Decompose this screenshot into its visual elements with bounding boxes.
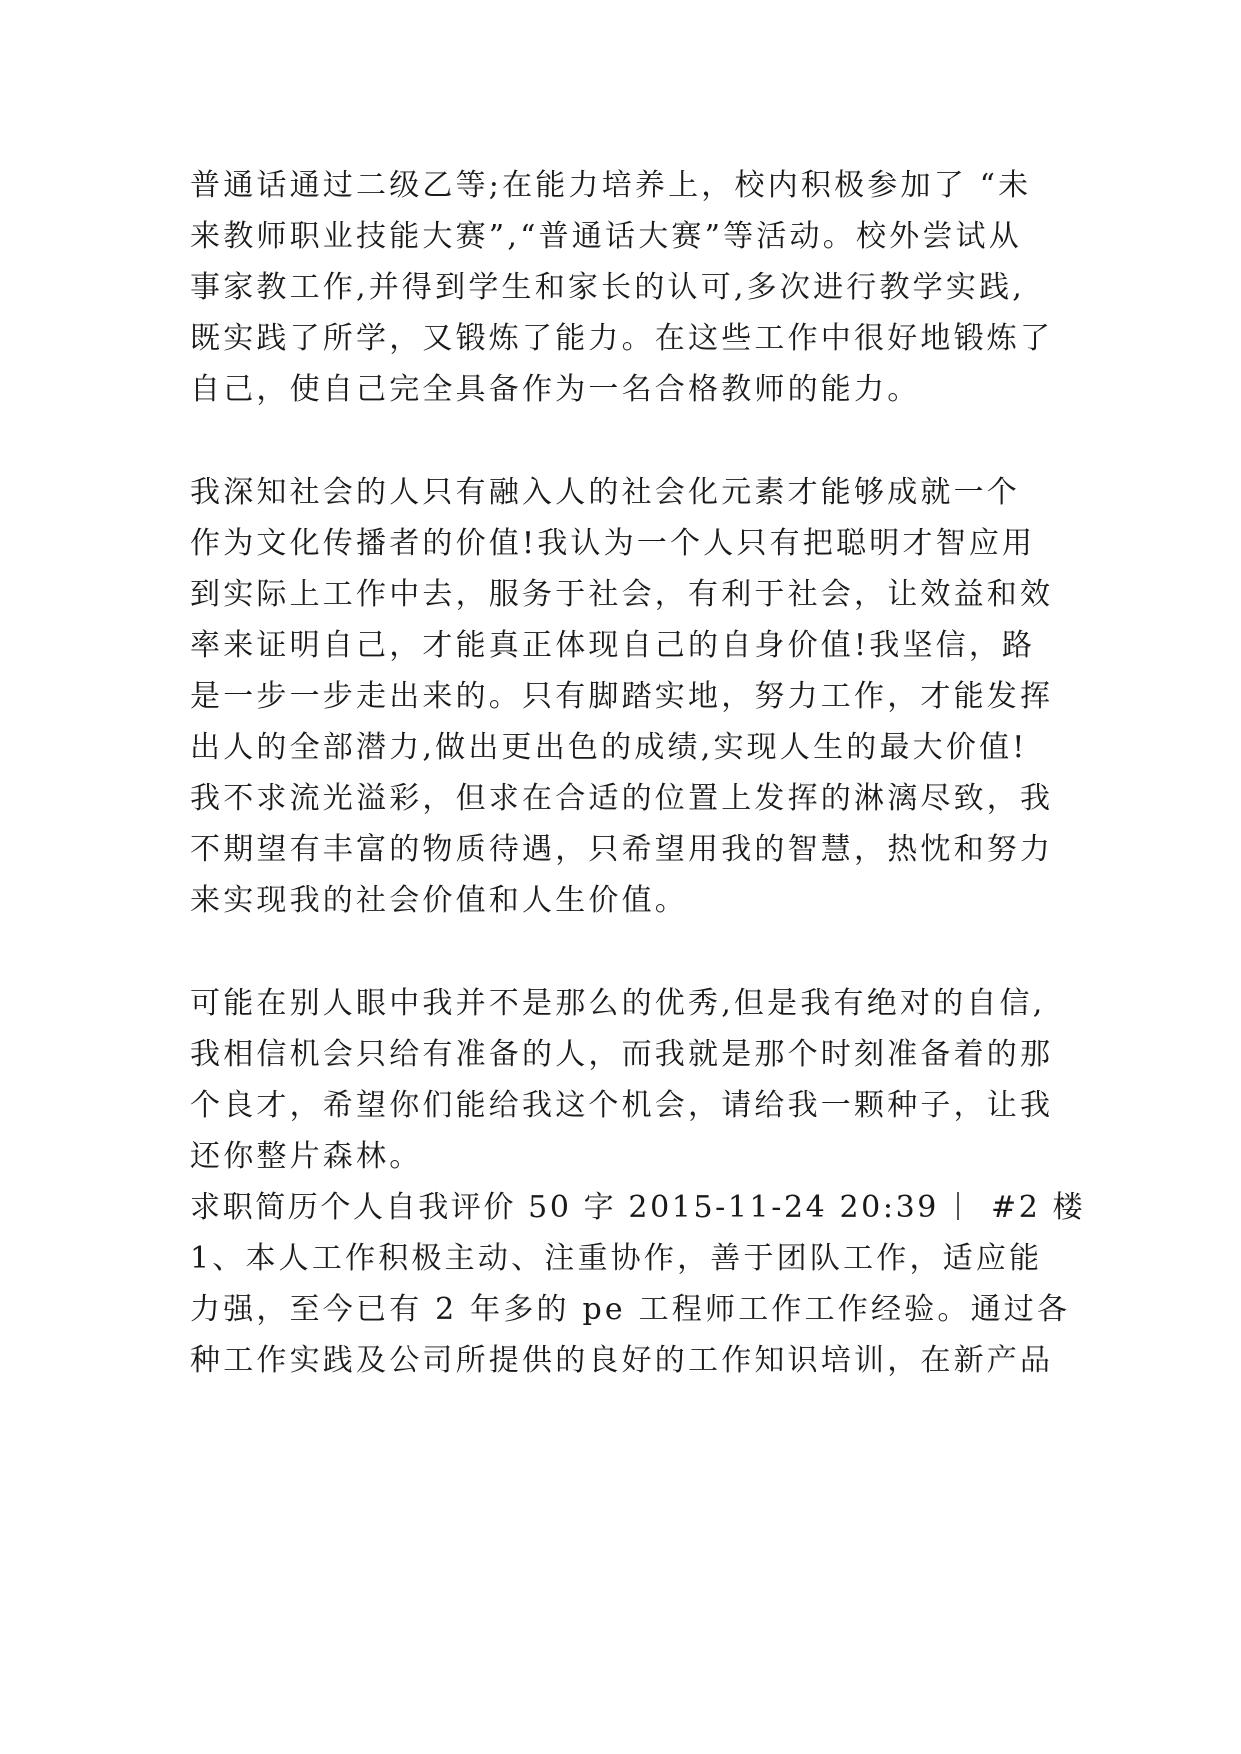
- text-line: 自己，使自己完全具备作为一名合格教师的能力。: [190, 372, 921, 407]
- text-line: 我不求流光溢彩，但求在合适的位置上发挥的淋漓尽致，我: [190, 781, 1054, 816]
- text-line: 可能在别人眼中我并不是那么的优秀,但是我有绝对的自信,: [190, 986, 1046, 1021]
- text-line: 来教师职业技能大赛”,“普通话大赛”等活动。校外尝试从: [190, 219, 1022, 254]
- post-title: 求职简历个人自我评价 50 字 2015-11-24 20:39: [190, 1190, 939, 1225]
- paragraph-reply: [190, 1233, 1071, 1386]
- post-meta-line: [190, 1182, 1086, 1233]
- floor-number: #2 楼: [990, 1190, 1086, 1225]
- text-line: 到实际上工作中去，服务于社会，有利于社会，让效益和效: [190, 577, 1054, 612]
- text-line: 既实践了所学，又锻炼了能力。在这些工作中很好地锻炼了: [190, 321, 1054, 356]
- text-line: 普通话通过二级乙等;在能力培养上，校内积极参加了 “未: [190, 168, 1032, 203]
- text-line: 不期望有丰富的物质待遇，只希望用我的智慧，热忱和努力: [190, 832, 1054, 867]
- document-body: [190, 160, 1086, 1386]
- text-line: 我深知社会的人只有融入人的社会化元素才能够成就一个: [190, 475, 1020, 510]
- text-line: 种工作实践及公司所提供的良好的工作知识培训，在新产品: [190, 1343, 1054, 1378]
- paragraph-gap: [190, 415, 1050, 467]
- text-line: 事家教工作,并得到学生和家长的认可,多次进行教学实践,: [190, 270, 1026, 305]
- text-line: 还你整片森林。: [190, 1139, 423, 1174]
- text-line: 出人的全部潜力,做出更出色的成绩,实现人生的最大价值!: [190, 730, 1028, 765]
- paragraph-gap: [190, 926, 1050, 978]
- separator-bar: [957, 1192, 959, 1220]
- text-line: 我相信机会只给有准备的人，而我就是那个时刻准备着的那: [190, 1037, 1054, 1072]
- text-line: 个良才，希望你们能给我这个机会，请给我一颗种子，让我: [190, 1088, 1054, 1123]
- text-line: 作为文化传播者的价值!我认为一个人只有把聪明才智应用: [190, 526, 1036, 561]
- text-line: 力强，至今已有 2 年多的 pe 工程师工作工作经验。通过各: [190, 1292, 1071, 1327]
- paragraph-confidence: [190, 978, 1054, 1182]
- text-line: 1、本人工作积极主动、注重协作，善于团队工作，适应能: [190, 1241, 1043, 1276]
- paragraph-qualifications: [190, 160, 1054, 415]
- paragraph-values: [190, 467, 1054, 926]
- text-line: 是一步一步走出来的。只有脚踏实地，努力工作，才能发挥: [190, 679, 1054, 714]
- text-line: 率来证明自己，才能真正体现自己的自身价值!我坚信，路: [190, 628, 1036, 663]
- text-line: 来实现我的社会价值和人生价值。: [190, 883, 688, 918]
